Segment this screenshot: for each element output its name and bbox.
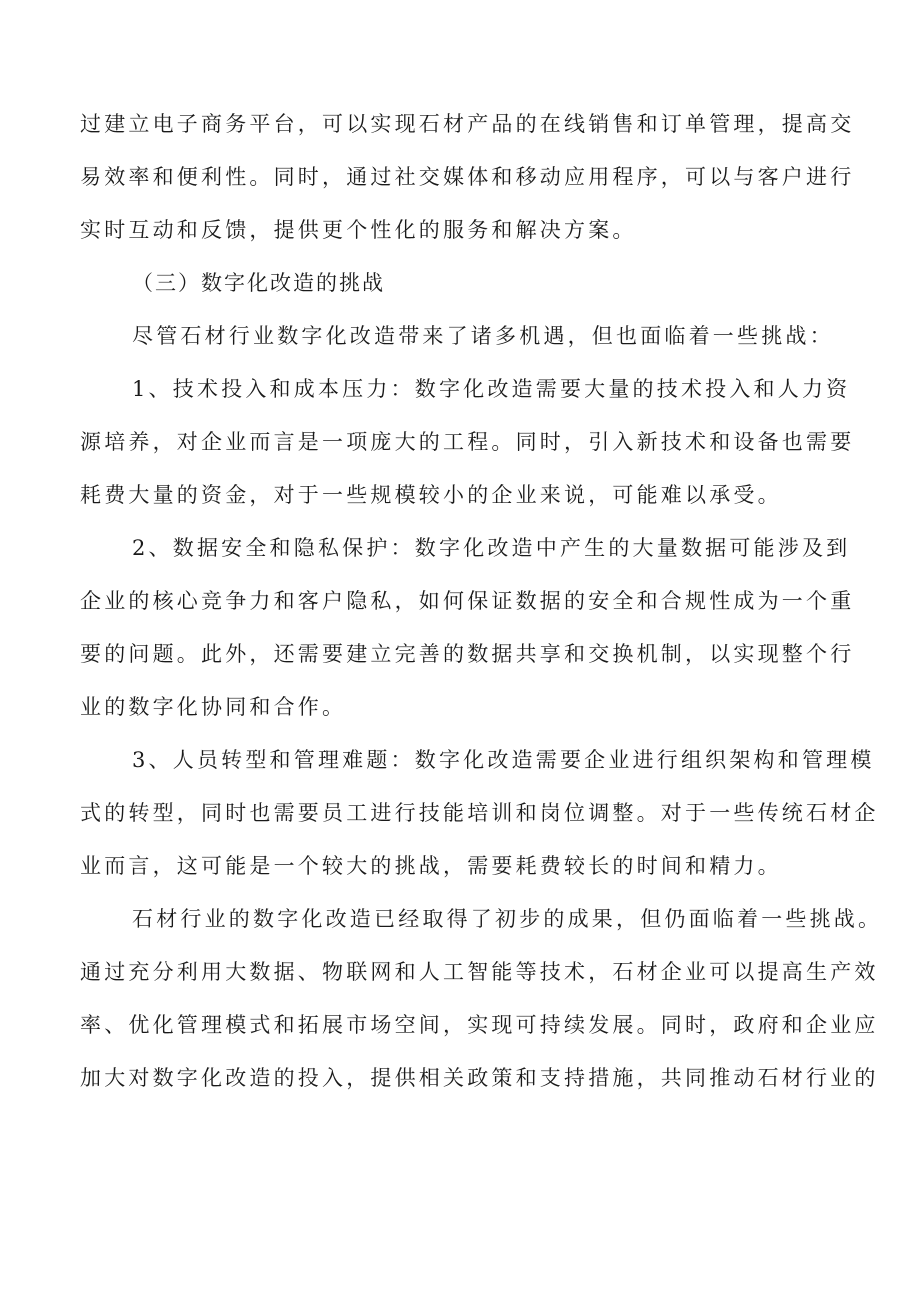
text-line: 率、优化管理模式和拓展市场空间，实现可持续发展。同时，政府和企业应 xyxy=(80,1013,879,1037)
text-line: 业的数字化协同和合作。 xyxy=(80,695,347,719)
text-line: 企业的核心竞争力和客户隐私，如何保证数据的安全和合规性成为一个重 xyxy=(80,589,855,613)
text-line: 过建立电子商务平台，可以实现石材产品的在线销售和订单管理，提高交 xyxy=(80,112,855,136)
text-line: 1、技术投入和成本压力：数字化改造需要大量的技术投入和人力资 xyxy=(132,377,851,401)
text-line: 业而言，这可能是一个较大的挑战，需要耗费较长的时间和精力。 xyxy=(80,854,782,878)
lead-paragraph: 尽管石材行业数字化改造带来了诸多机遇，但也面临着一些挑战： xyxy=(132,324,834,348)
text-line: 易效率和便利性。同时，通过社交媒体和移动应用程序，可以与客户进行 xyxy=(80,165,855,189)
text-line: 实时互动和反馈，提供更个性化的服务和解决方案。 xyxy=(80,218,637,242)
text-line: 2、数据安全和隐私保护：数字化改造中产生的大量数据可能涉及到 xyxy=(132,536,851,560)
text-line: 3、人员转型和管理难题：数字化改造需要企业进行组织架构和管理模 xyxy=(132,748,875,772)
text-line: 源培养，对企业而言是一项庞大的工程。同时，引入新技术和设备也需要 xyxy=(80,430,855,454)
text-line: 通过充分利用大数据、物联网和人工智能等技术，石材企业可以提高生产效 xyxy=(80,960,879,984)
text-line: 式的转型，同时也需要员工进行技能培训和岗位调整。对于一些传统石材企 xyxy=(80,801,879,825)
text-line: 加大对数字化改造的投入，提供相关政策和支持措施，共同推动石材行业的 xyxy=(80,1066,879,1090)
text-line: 石材行业的数字化改造已经取得了初步的成果，但仍面临着一些挑战。 xyxy=(132,907,883,931)
text-line: 耗费大量的资金，对于一些规模较小的企业来说，可能难以承受。 xyxy=(80,483,782,507)
section-heading: （三）数字化改造的挑战 xyxy=(132,271,385,295)
text-line: 要的问题。此外，还需要建立完善的数据共享和交换机制，以实现整个行 xyxy=(80,642,855,666)
